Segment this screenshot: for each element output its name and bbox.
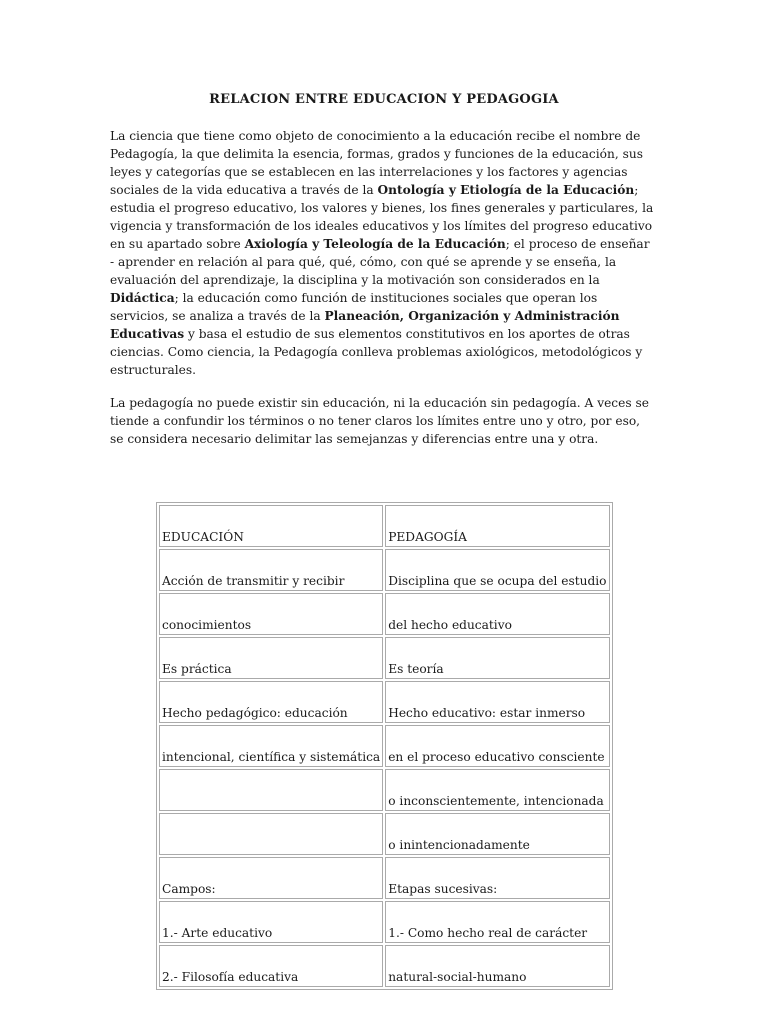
cell-educacion: Es práctica (159, 637, 383, 679)
cell-pedagogia: del hecho educativo (385, 593, 609, 635)
cell-pedagogia: o inconscientemente, intencionada (385, 769, 609, 811)
table-row (159, 813, 610, 855)
cell-educacion: 1.- Arte educativo (159, 901, 383, 943)
cell-educacion: EDUCACIÓN (159, 505, 383, 547)
document-title: RELACION ENTRE EDUCACION Y PEDAGOGIA (209, 92, 559, 107)
cell-educacion: Acción de transmitir y recibir (159, 549, 383, 591)
cell-pedagogia: Disciplina que se ocupa del estudio (385, 549, 609, 591)
cell-educacion (159, 813, 383, 855)
table-row (159, 901, 610, 943)
table-row (159, 593, 610, 635)
bold-term-ontologia: Ontología y Etiología de la Educación (377, 183, 635, 197)
comparison-table (156, 502, 613, 990)
table-row (159, 725, 610, 767)
cell-pedagogia: Hecho educativo: estar inmerso (385, 681, 609, 723)
cell-pedagogia: en el proceso educativo consciente (385, 725, 609, 767)
bold-term-didactica: Didáctica (110, 291, 175, 305)
cell-pedagogia: o inintencionadamente (385, 813, 609, 855)
comparison-table-body (159, 505, 610, 987)
cell-pedagogia: Es teoría (385, 637, 609, 679)
table-row (159, 549, 610, 591)
bold-term-planeacion: Planeación, Organización y Administración Educativas (110, 309, 620, 341)
paragraph-relation: La pedagogía no puede existir sin educación, ni la educación sin pedagogía. A veces se tiende a confundir los términos o no tener claros los límites entre uno y otro, por eso, se considera necesario delimitar las semejanzas y diferencias entre una y otra. (110, 396, 649, 446)
cell-educacion: conocimientos (159, 593, 383, 635)
cell-educacion: 2.- Filosofía educativa (159, 945, 383, 987)
text-run: ; la educación como función de instituciones sociales que operan los servicios, se analiza a través de la (110, 291, 598, 323)
table-row (159, 637, 610, 679)
text-run: ; estudia el progreso educativo, los valores y bienes, los fines generales y particulares, la vigencia y transformación de los ideales educativos y los límites del progreso educativo en su apartado sobre (110, 183, 654, 251)
bold-term-axiologia: Axiología y Teleología de la Educación (244, 237, 506, 251)
table-row (159, 945, 610, 987)
text-run: y basa el estudio de sus elementos constitutivos en los aportes de otras ciencias. Como ciencia, la Pedagogía conlleva problemas axiológicos, metodológicos y estructurales. (110, 327, 643, 377)
cell-educacion: Campos: (159, 857, 383, 899)
cell-pedagogia: PEDAGOGÍA (385, 505, 609, 547)
cell-pedagogia: 1.- Como hecho real de carácter (385, 901, 609, 943)
cell-educacion: intencional, científica y sistemática (159, 725, 383, 767)
table-row (159, 681, 610, 723)
paragraph-intro (110, 127, 655, 379)
text-run: La ciencia que tiene como objeto de conocimiento a la educación recibe el nombre de Pedagogía, la que delimita la esencia, formas, grados y funciones de la educación, sus leyes y categorías que se establecen en las interrelaciones y los factores y agencias sociales de la vida educativa a través de la (110, 129, 643, 197)
cell-educacion: Hecho pedagógico: educación (159, 681, 383, 723)
cell-educacion (159, 769, 383, 811)
cell-pedagogia: Etapas sucesivas: (385, 857, 609, 899)
table-row (159, 857, 610, 899)
table-row (159, 769, 610, 811)
table-header-row (159, 505, 610, 547)
cell-pedagogia: natural-social-humano (385, 945, 609, 987)
text-run: ; el proceso de enseñar - aprender en relación al para qué, qué, cómo, con qué se aprende y se enseña, la evaluación del aprendizaje, la disciplina y la motivación son considerados en la (110, 237, 650, 287)
